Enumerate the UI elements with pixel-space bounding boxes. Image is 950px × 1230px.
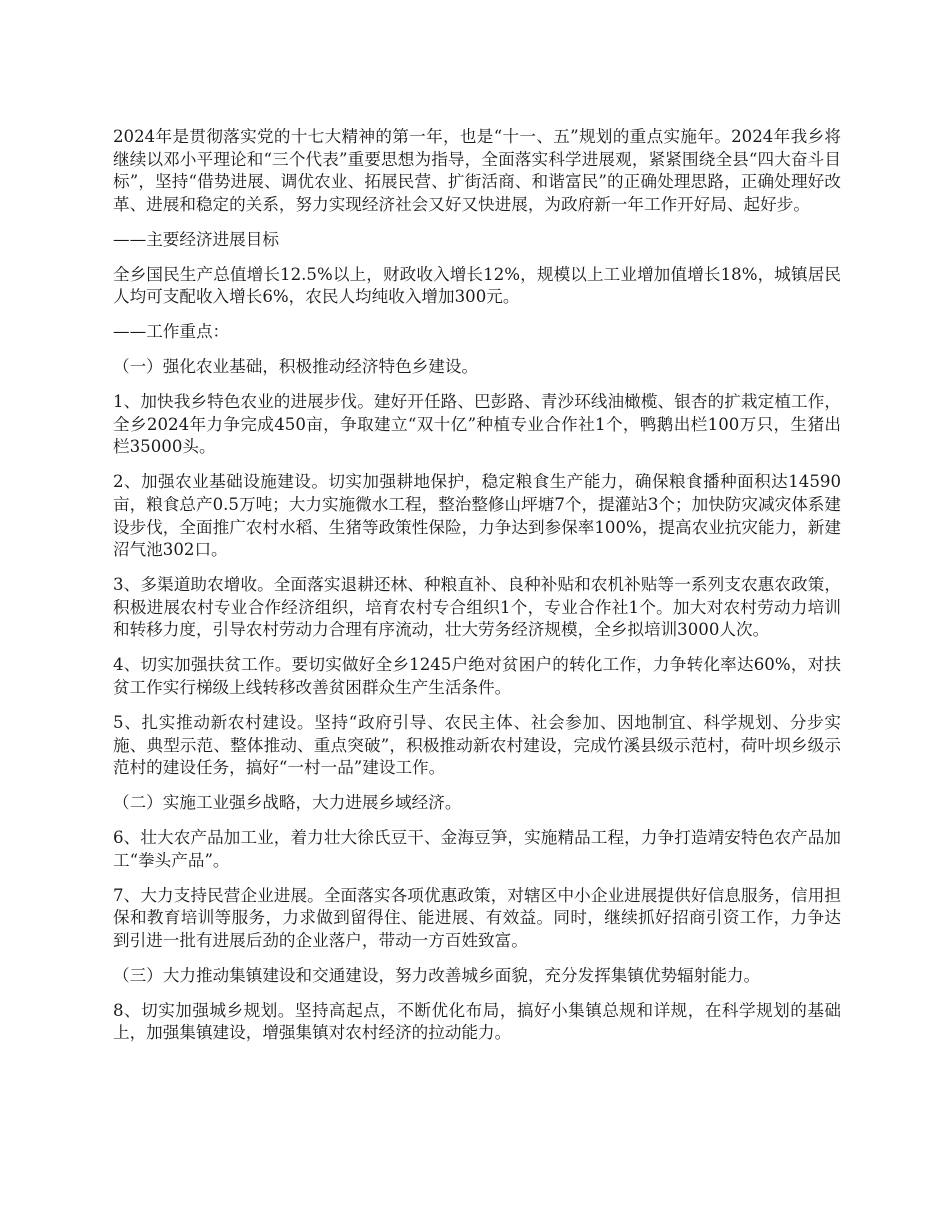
item-7-paragraph: 7、大力支持民营企业进展。全面落实各项优惠政策，对辖区中小企业进展提供好信息服务，信用担保和教育培训等服务，力求做到留得住、能进展、有效益。同时，继续抓好招商引资工作，力争达到引进一批有进展后劲的企业落户，带动一方百姓致富。 xyxy=(113,885,841,950)
item-2-paragraph: 2、加强农业基础设施建设。切实加强耕地保护，稳定粮食生产能力，确保粮食播种面积达14590亩，粮食总产0.5万吨；大力实施微水工程，整治整修山坪塘7个，提灌站3个；加快防灾减灾体系建设步伐，全面推广农村水稻、生猪等政策性保险，力争达到参保率100%，提高农业抗灾能力，新建沼气池302口。 xyxy=(113,472,841,560)
subheading-agriculture: （一）强化农业基础，积极推动经济特色乡建设。 xyxy=(113,357,479,377)
item-3-paragraph: 3、多渠道助农增收。全面落实退耕还林、种粮直补、良种补贴和农机补贴等一系列支农惠农政策，积极进展农村专业合作经济组织，培育农村专合组织1个，专业合作社1个。加大对农村劳动力培训和转移力度，引导农村劳动力合理有序流动，壮大劳务经济规模，全乡拟培训3000人次。 xyxy=(113,575,841,640)
section-heading-work-focus: ——工作重点： xyxy=(113,322,230,342)
item-5-paragraph: 5、扎实推动新农村建设。坚持“政府引导、农民主体、社会参加、因地制宜、科学规划、分步实施、典型示范、整体推动、重点突破”，积极推动新农村建设，完成竹溪县级示范村，荷叶坝乡级示范村的建设任务，搞好“一村一品”建设工作。 xyxy=(113,712,841,778)
item-6-paragraph: 6、壮大农产品加工业，着力壮大徐氏豆干、金海豆笋，实施精品工程，力争打造靖安特色农产品加工“拳头产品”。 xyxy=(113,828,841,870)
subheading-industry: （二）实施工业强乡战略，大力进展乡域经济。 xyxy=(113,793,462,813)
item-1-paragraph: 1、加快我乡特色农业的进展步伐。建好开任路、巴彭路、青沙环线油橄榄、银杏的扩栽定植工作，全乡2024年力争完成450亩，争取建立“双十亿”种植专业合作社1个，鸭鹅出栏100万只，生猪出栏35000头。 xyxy=(113,392,841,457)
economic-targets-paragraph: 全乡国民生产总值增长12.5%以上，财政收入增长12%，规模以上工业增加值增长18%，城镇居民人均可支配收入增长6%，农民人均纯收入增加300元。 xyxy=(113,264,841,307)
subheading-town-construction: （三）大力推动集镇建设和交通建设，努力改善城乡面貌，充分发挥集镇优势辐射能力。 xyxy=(113,965,761,985)
item-8-paragraph: 8、切实加强城乡规划。坚持高起点，不断优化布局，搞好小集镇总规和详规，在科学规划的基础上，加强集镇建设，增强集镇对农村经济的拉动能力。 xyxy=(113,1000,841,1043)
section-heading-economic-targets: ——主要经济进展目标 xyxy=(113,229,279,249)
document-body xyxy=(113,126,841,1057)
intro-paragraph: 2024年是贯彻落实党的十七大精神的第一年，也是“十一、五”规划的重点实施年。2024年我乡将继续以邓小平理论和“三个代表”重要思想为指导，全面落实科学进展观，紧紧围绕全县“四大奋斗目标”，坚持“借势进展、调优农业、拓展民营、扩街活商、和谐富民”的正确处理思路，正确处理好改革、进展和稳定的关系，努力实现经济社会又好又快进展，为政府新一年工作开好局、起好步。 xyxy=(113,127,841,214)
item-4-paragraph: 4、切实加强扶贫工作。要切实做好全乡1245户绝对贫困户的转化工作，力争转化率达60%，对扶贫工作实行梯级上线转移改善贫困群众生产生活条件。 xyxy=(113,655,841,697)
